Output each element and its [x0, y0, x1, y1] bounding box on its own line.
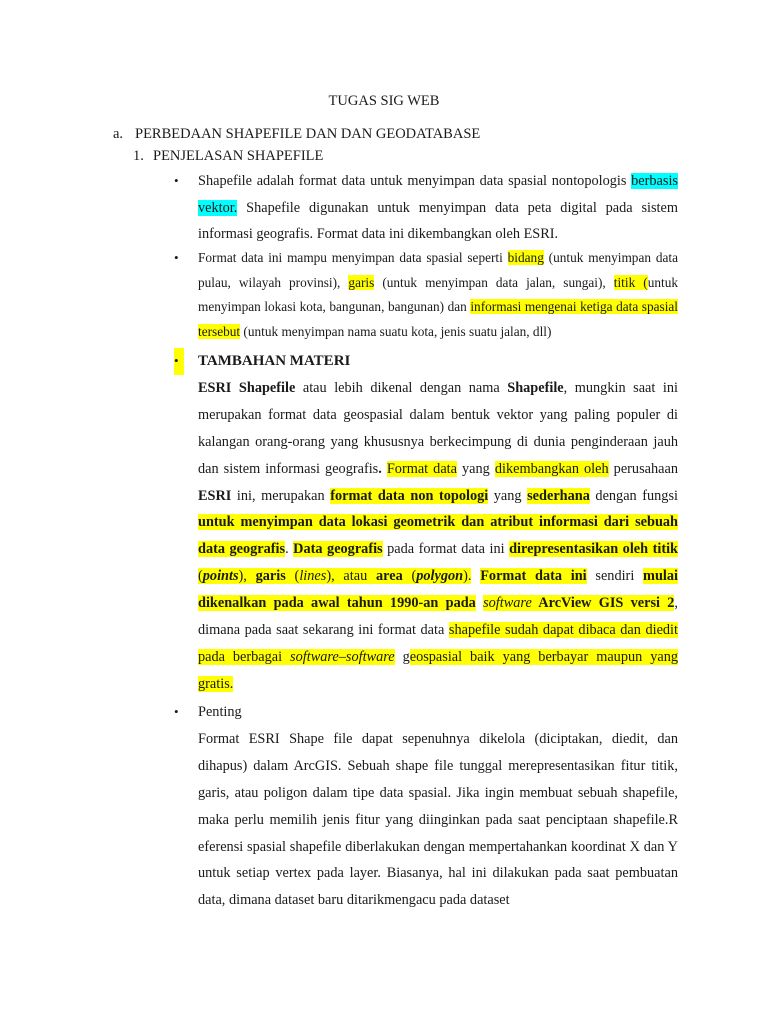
text-run: ESRI Shapefile	[198, 379, 296, 396]
text-run: , dimana pada saat sekarang ini format data	[198, 595, 678, 639]
highlighted-text: (	[402, 568, 417, 585]
highlighted-text: Data geografis	[293, 541, 383, 558]
text-run: sendiri	[586, 568, 644, 585]
highlighted-text: Format data	[386, 460, 457, 477]
subsection-heading-1	[133, 148, 323, 165]
highlighted-text: polygon	[416, 568, 464, 585]
text-run: ESRI	[198, 487, 232, 504]
text-run: atau lebih dikenal dengan nama	[295, 379, 508, 396]
text-run: dengan fungsi	[589, 487, 678, 504]
text-run: (untuk menyimpan nama suatu kota, jenis suatu jalan, dll)	[240, 324, 552, 340]
highlighted-text: mulai dikenalkan pada awal tahun 1990-an pada	[198, 568, 679, 612]
highlighted-text: lines	[299, 568, 327, 585]
highlighted-text: software–software	[290, 648, 395, 665]
bullet-icon: •	[174, 348, 184, 375]
highlighted-text: ), atau	[326, 568, 376, 585]
text-run: g	[402, 648, 410, 665]
bullet-icon: •	[174, 704, 179, 719]
highlighted-text: bidang	[507, 250, 544, 265]
highlighted-text: untuk menyimpan data lokasi geometrik dan atribut informasi dari sebuah data geografis	[198, 514, 678, 558]
highlighted-text: direpresentasikan oleh titik	[509, 541, 679, 558]
highlighted-text: dikembangkan oleh	[494, 460, 609, 477]
text-run: Format data ini mampu menyimpan data spasial seperti	[198, 250, 508, 265]
highlighted-text: software	[483, 595, 532, 612]
penting-body: Format ESRI Shape file dapat sepenuhnya dikelola (diciptakan, diedit, dan dihapus) dalam ArcGIS. Sebuah shape file tunggal merepresentasikan fitur titik, garis, atau poligon dalam tipe data spasial. Jika ingin membuat sebuah shapefile, maka perlu memilih jenis fitur yang diinginkan pada saat penciptaan shapefile.R eferensi spasial shapefile diberlakukan dengan mempertahankan koordinat X dan Y untuk setiap vertex pada layer. Biasanya, hal ini dilakukan pada saat pembuatan data, dimana dataset baru ditarikmengacu pada dataset	[198, 730, 678, 909]
subsection-marker: 1.	[133, 148, 144, 164]
highlighted-text: garis	[255, 568, 286, 585]
paragraph-shapefile-definition	[174, 168, 678, 248]
text-run: (untuk menyimpan data pulau, wilayah provinsi),	[198, 250, 678, 290]
paragraph-penting	[174, 699, 678, 914]
subheading-penting: Penting	[198, 704, 242, 720]
text-run: pada format data ini	[382, 541, 510, 558]
text-run: yang	[457, 460, 495, 477]
highlighted-text: eospasial baik yang berbayar maupun yang gratis.	[198, 648, 678, 692]
highlighted-text: points	[202, 568, 239, 585]
section-marker: a.	[113, 126, 124, 142]
text-run: , mungkin saat ini merupakan format data geospasial dalam bentuk vektor yang paling populer di kalangan orang-orang yang khususnya berkecimpung di dunia penginderaan jauh dan sistem informasi geografis	[198, 379, 678, 477]
bullet-icon: •	[174, 250, 179, 265]
text-run: untuk menyimpan lokasi kota, bangunan, bangunan) dan	[198, 274, 678, 315]
text-run: (untuk menyimpan data jalan, sungai),	[374, 274, 614, 290]
text-run: .	[378, 460, 387, 477]
highlighted-text: berbasis vektor.	[198, 173, 678, 216]
highlighted-text: ).	[463, 568, 472, 585]
highlighted-text: area	[375, 568, 403, 585]
paragraph-tambahan-materi	[174, 348, 679, 698]
highlighted-text: titik (	[613, 274, 648, 290]
document-title: TUGAS SIG WEB	[328, 93, 440, 109]
highlighted-text: shapefile sudah dapat dibaca dan diedit pada berbagai	[198, 622, 679, 665]
highlighted-text: (	[285, 568, 300, 585]
bullet-icon: •	[174, 173, 179, 188]
highlighted-text: informasi mengenai ketiga data spasial tersebut	[198, 299, 678, 340]
paragraph-data-types	[174, 246, 678, 345]
text-run: Shapefile	[507, 379, 564, 396]
text-run: ini, merupakan	[231, 487, 331, 504]
highlighted-text: (	[198, 568, 203, 585]
section-heading-text: PERBEDAAN SHAPEFILE DAN DAN GEODATABASE	[135, 126, 481, 142]
section-heading-a	[113, 126, 480, 143]
text-run: Shapefile digunakan untuk menyimpan data peta digital pada sistem informasi geografis. Format data ini dikembangkan oleh ESRI.	[198, 199, 678, 242]
highlighted-text: ArcView GIS versi 2	[531, 595, 675, 612]
materi-body	[198, 375, 678, 698]
highlighted-text: ),	[238, 568, 256, 585]
highlighted-text: garis	[348, 274, 375, 290]
text-run: .	[285, 541, 294, 558]
text-run: yang	[488, 487, 528, 504]
highlighted-text: sederhana	[527, 487, 590, 504]
highlighted-text: format data non topologi	[330, 487, 489, 504]
highlighted-text: Format data ini	[480, 568, 587, 585]
subheading-tambahan-materi: TAMBAHAN MATERI	[198, 353, 351, 369]
text-run: perusahaan	[608, 460, 678, 477]
subsection-heading-text: PENJELASAN SHAPEFILE	[153, 148, 324, 164]
text-run: Shapefile adalah format data untuk menyimpan data spasial nontopologis	[198, 173, 632, 189]
